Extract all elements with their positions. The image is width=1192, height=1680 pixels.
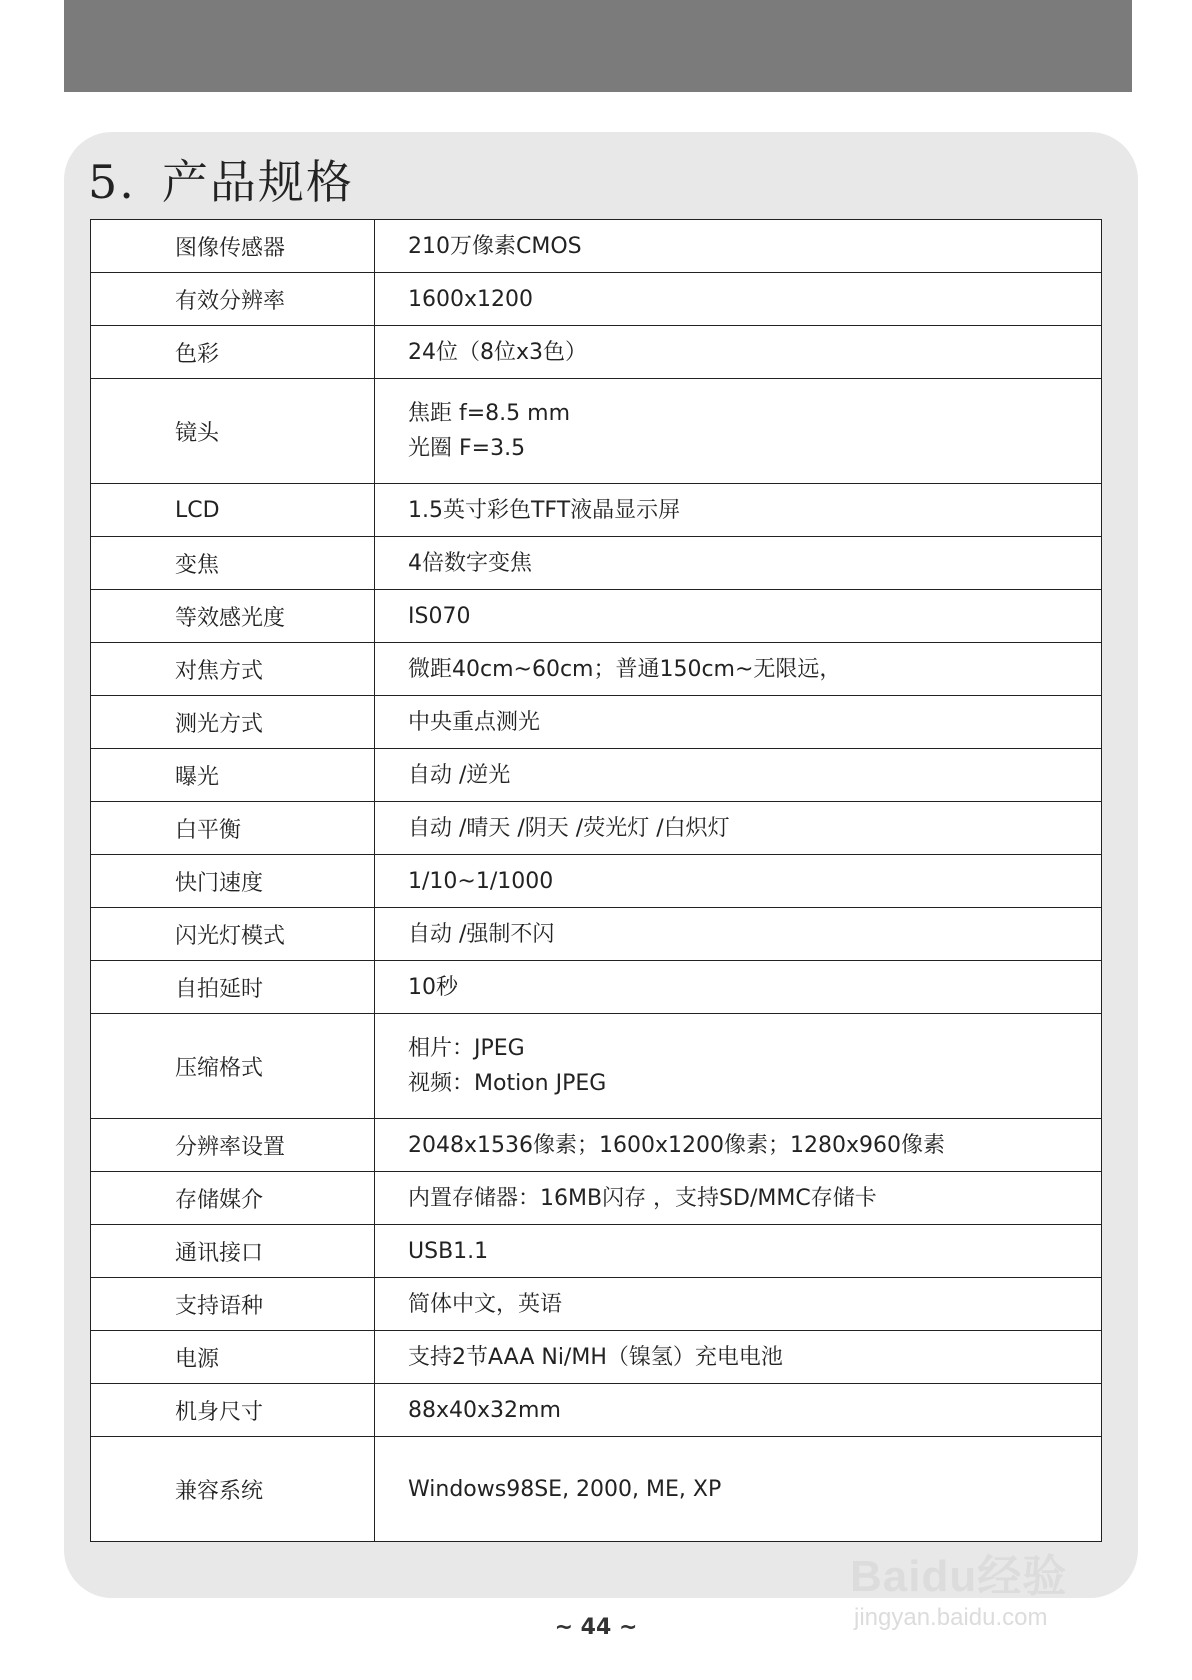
- spec-label: 测光方式: [91, 696, 375, 749]
- spec-row: [91, 961, 1102, 1014]
- spec-label: 白平衡: [91, 802, 375, 855]
- spec-row: [91, 855, 1102, 908]
- spec-value-line: 210万像素CMOS: [408, 233, 582, 259]
- spec-value-line: 1/10~1/1000: [408, 868, 554, 894]
- spec-label: 支持语种: [91, 1278, 375, 1331]
- spec-value: [375, 1278, 1102, 1331]
- spec-value-line: 内置存储器：16MB闪存 ，支持SD/MMC存储卡: [408, 1185, 877, 1211]
- spec-label: 曝光: [91, 749, 375, 802]
- watermark-url: jingyan.baidu.com: [854, 1604, 1048, 1631]
- spec-row: [91, 1119, 1102, 1172]
- spec-row: [91, 1172, 1102, 1225]
- spec-label: 等效感光度: [91, 590, 375, 643]
- spec-value: [375, 643, 1102, 696]
- spec-label: 镜头: [91, 379, 375, 484]
- spec-value: [375, 326, 1102, 379]
- spec-value-line: 2048x1536像素；1600x1200像素；1280x960像素: [408, 1132, 945, 1158]
- spec-value: [375, 1331, 1102, 1384]
- spec-table: [90, 219, 1102, 1542]
- spec-label: 自拍延时: [91, 961, 375, 1014]
- spec-value: [375, 1225, 1102, 1278]
- spec-value-line: 24位（8位x3色）: [408, 339, 588, 365]
- spec-value-line: 相片：JPEG: [408, 1036, 525, 1061]
- spec-row: [91, 1278, 1102, 1331]
- spec-value-line: 自动 /强制不闪: [408, 921, 555, 947]
- spec-value-line: USB1.1: [408, 1238, 489, 1264]
- spec-value-line: Windows98SE, 2000, ME, XP: [408, 1476, 722, 1502]
- spec-row: [91, 273, 1102, 326]
- spec-value: [375, 590, 1102, 643]
- spec-value-line: 4倍数字变焦: [408, 550, 532, 576]
- spec-label: 图像传感器: [91, 220, 375, 273]
- spec-row: [91, 379, 1102, 484]
- spec-value: [375, 802, 1102, 855]
- watermark-logo: Baidu经验: [850, 1552, 1068, 1601]
- spec-row: [91, 220, 1102, 273]
- section-heading: [88, 146, 354, 212]
- spec-value-line: 简体中文，英语: [408, 1291, 563, 1317]
- spec-label: 通讯接口: [91, 1225, 375, 1278]
- spec-value: [375, 855, 1102, 908]
- spec-value-line: 自动 /逆光: [408, 762, 511, 788]
- spec-value-line: 10秒: [408, 974, 458, 1000]
- spec-value: [375, 484, 1102, 537]
- spec-label: 色彩: [91, 326, 375, 379]
- spec-row: [91, 590, 1102, 643]
- spec-value: [375, 537, 1102, 590]
- spec-value-line: 焦距 f=8.5 mm: [408, 401, 571, 426]
- spec-value: [375, 220, 1102, 273]
- spec-row: [91, 908, 1102, 961]
- page-number: ~ 44 ~: [554, 1615, 638, 1640]
- spec-row: [91, 643, 1102, 696]
- spec-row: [91, 537, 1102, 590]
- spec-value-line: IS070: [408, 603, 471, 629]
- spec-row: [91, 484, 1102, 537]
- spec-value-line: 视频：Motion JPEG: [408, 1071, 607, 1096]
- spec-value-line: 自动 /晴天 /阴天 /荧光灯 /白炽灯: [408, 815, 730, 841]
- spec-value: [375, 696, 1102, 749]
- spec-label: 快门速度: [91, 855, 375, 908]
- spec-row: [91, 1384, 1102, 1437]
- spec-label: 兼容系统: [91, 1437, 375, 1542]
- spec-value-line: 1.5英寸彩色TFT液晶显示屏: [408, 497, 681, 523]
- spec-row: [91, 696, 1102, 749]
- spec-label: 变焦: [91, 537, 375, 590]
- spec-label: 存储媒介: [91, 1172, 375, 1225]
- spec-row: [91, 1225, 1102, 1278]
- spec-row: [91, 1437, 1102, 1542]
- spec-row: [91, 1014, 1102, 1119]
- spec-value-line: 88x40x32mm: [408, 1397, 561, 1423]
- spec-table-body: [91, 220, 1102, 1542]
- spec-label: 分辨率设置: [91, 1119, 375, 1172]
- spec-value: [375, 1172, 1102, 1225]
- spec-value: [375, 749, 1102, 802]
- spec-value-line: 微距40cm~60cm；普通150cm~无限远，: [408, 656, 842, 682]
- spec-value-line: 1600x1200: [408, 286, 533, 312]
- spec-label: 机身尺寸: [91, 1384, 375, 1437]
- spec-value: [375, 1119, 1102, 1172]
- spec-value: [375, 273, 1102, 326]
- spec-value: [375, 379, 1102, 484]
- section-number: 5.: [88, 155, 136, 209]
- spec-value: [375, 1437, 1102, 1542]
- spec-label: 电源: [91, 1331, 375, 1384]
- spec-row: [91, 1331, 1102, 1384]
- spec-value: [375, 1384, 1102, 1437]
- spec-value: [375, 1014, 1102, 1119]
- spec-value: [375, 908, 1102, 961]
- spec-label: 压缩格式: [91, 1014, 375, 1119]
- spec-value-line: 支持2节AAA Ni/MH（镍氢）充电电池: [408, 1344, 783, 1370]
- spec-value-line: 光圈 F=3.5: [408, 436, 526, 461]
- spec-label: LCD: [91, 484, 375, 537]
- header-bar: [64, 0, 1132, 92]
- spec-row: [91, 326, 1102, 379]
- spec-row: [91, 749, 1102, 802]
- spec-label: 闪光灯模式: [91, 908, 375, 961]
- section-title: 产品规格: [161, 155, 354, 209]
- spec-value-line: 中央重点测光: [408, 709, 541, 735]
- spec-row: [91, 802, 1102, 855]
- spec-value: [375, 961, 1102, 1014]
- spec-label: 对焦方式: [91, 643, 375, 696]
- spec-label: 有效分辨率: [91, 273, 375, 326]
